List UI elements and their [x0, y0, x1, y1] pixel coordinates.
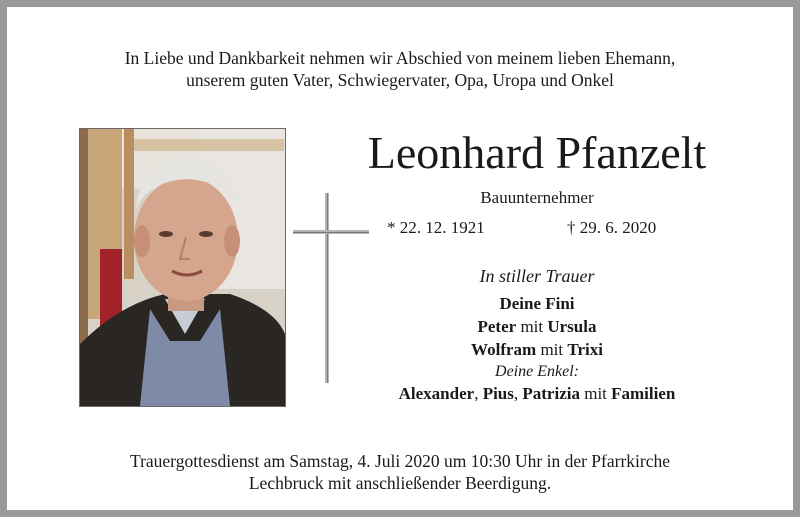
mourning-heading: In stiller Trauer [479, 266, 595, 286]
intro-line-2: unserem guten Vater, Schwiegervater, Opa, Uropa und Onkel [186, 70, 614, 90]
mourner-line-2 [307, 317, 767, 337]
connector: mit [584, 384, 607, 403]
mourner-name: Wolfram [471, 340, 537, 359]
connector: mit [540, 340, 564, 359]
mourner-name: Patrizia [522, 384, 580, 403]
mourner-name: Deine Fini [499, 294, 575, 313]
portrait-photo [79, 128, 286, 407]
mourner-name: Pius [482, 384, 514, 403]
mourner-name: Trixi [567, 340, 603, 359]
mourner-line-5 [307, 384, 767, 404]
deceased-occupation: Bauunternehmer [480, 188, 594, 207]
mourner-name: Ursula [547, 317, 597, 336]
death-date: † 29. 6. 2020 [567, 218, 657, 237]
mourner-line-1 [307, 294, 767, 314]
birth-date: * 22. 12. 1921 [387, 218, 485, 237]
service-text [47, 450, 753, 494]
connector: mit [520, 317, 544, 336]
mourner-name: Peter [477, 317, 517, 336]
intro-line-1: In Liebe und Dankbarkeit nehmen wir Abschied von meinem lieben Ehemann, [124, 48, 676, 68]
service-line-1: Trauergottesdienst am Samstag, 4. Juli 2020 um 10:30 Uhr in der Pfarrkirche [130, 451, 670, 471]
mourner-name: Alexander [398, 384, 475, 403]
mourner-line-3 [307, 340, 767, 360]
deceased-name: Leonhard Pfanzelt [367, 127, 707, 178]
grandchildren-label: Deine Enkel: [495, 363, 579, 380]
separator: , [474, 384, 479, 403]
separator: , [513, 384, 519, 403]
service-line-2: Lechbruck mit anschließender Beerdigung. [248, 473, 552, 493]
mourner-name: Familien [611, 384, 676, 403]
intro-text [47, 47, 753, 91]
